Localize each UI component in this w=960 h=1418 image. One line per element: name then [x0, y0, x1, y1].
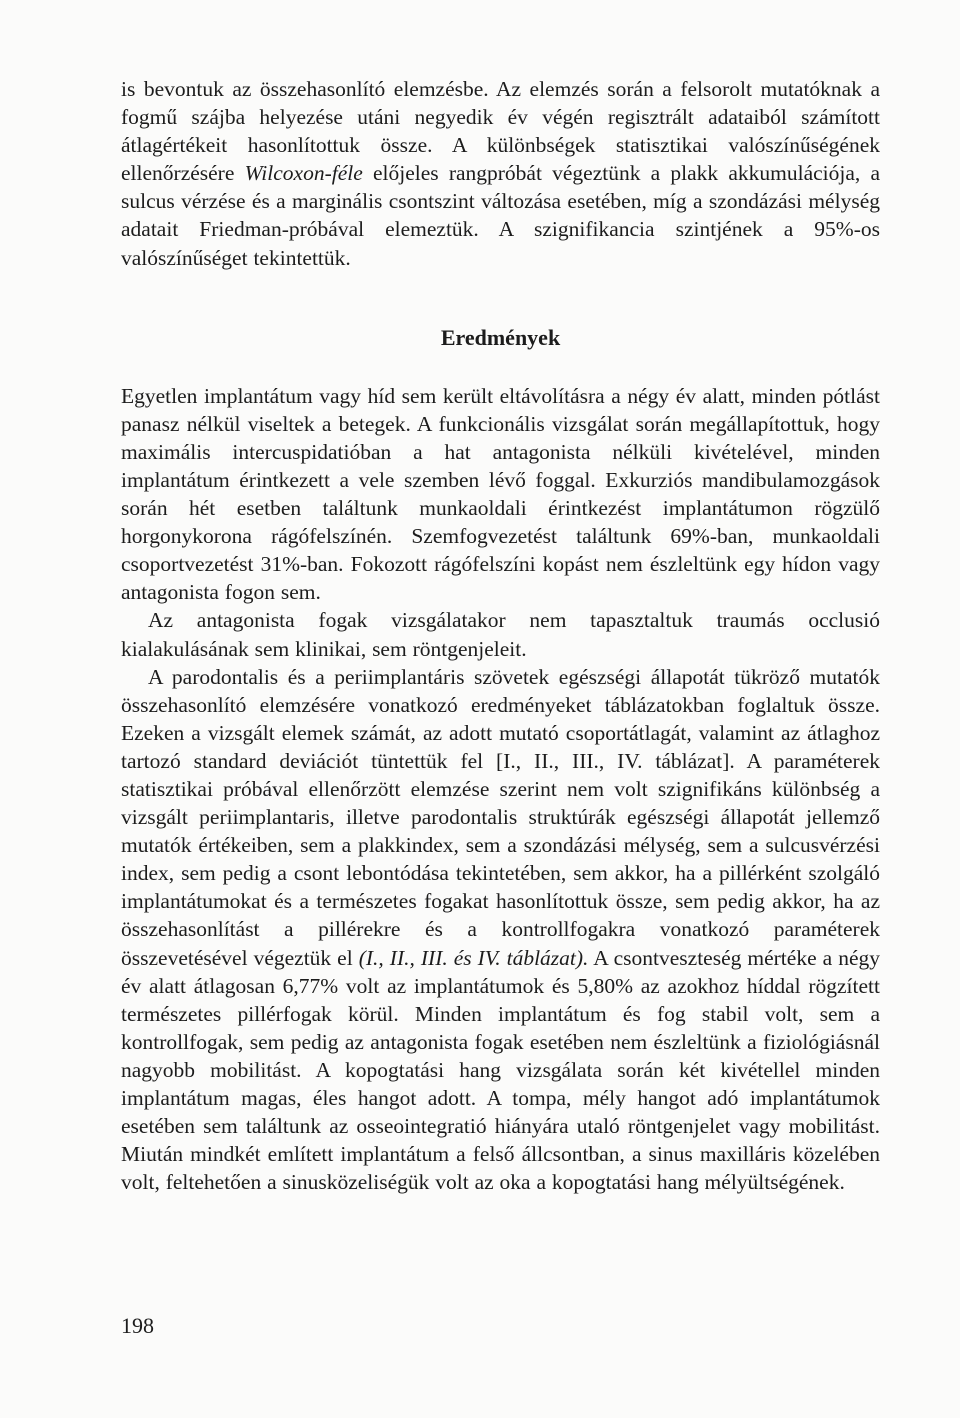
- results-paragraph-3: [121, 663, 880, 1197]
- methods-text-start: is bevontuk az összehasonlító elemzésbe. Az elemzés során a felsorolt mutatóknak a fogmű szájba helyezése utáni negyedik év végén regisztrált adataiból számított átlagértékeit hasonlítottuk össze. A különbségek statisztikai valószínűségének ellenőrzésére: [121, 77, 880, 186]
- results-paragraph-2: Az antagonista fogak vizsgálatakor nem tapasztaltuk traumás occlusió kialakulásának sem klinikai, sem röntgenjeleit.: [121, 608, 880, 661]
- methods-text-end: előjeles rangpróbát végeztünk a plakk akkumulációja, a sulcus vérzése és a marginális csontszint változása esetében, míg a szondázási mélység adatait Friedman-próbával elemeztük. A szignifikancia szintjének a 95%-os valószínűséget tekintettük.: [121, 161, 881, 270]
- methods-italic-term: Wilcoxon-féle: [244, 161, 363, 186]
- results-paragraph-1: Egyetlen implantátum vagy híd sem került eltávolításra a négy év alatt, minden pótlást panasz nélkül viseltek a betegek. A funkcionális vizsgálat során megállapítottuk, hogy maximális intercuspidatióban a hat antagonista nélküli kivételével, minden implantátum érintkezett a vele szemben lévő foggal. Exkurziós mandibulamozgások során hét esetben találtunk munkaoldali érintkezést implantátumon rögzülő horgonykorona rágófelszínén. Szemfogvezetést találtunk 69%-ban, munkaoldali csoportvezetést 31%-ban. Fokozott rágófelszíni kopást nem észleltünk egy hídon vagy antagonista fogon sem.: [121, 383, 880, 605]
- methods-paragraph: [121, 75, 880, 272]
- page-number: 198: [121, 1313, 154, 1338]
- results-3-text-end: A csontveszteség mértéke a négy év alatt átlagosan 6,77% volt az implantátumok és 5,80% az azokhoz híddal rögzített természetes pillérfogak körül. Minden implantátum és fog stabil volt, sem a kontrollfogak, sem pedig az antagonista fogak esetében nem észleltünk a fiziológiásnál nagyobb mobilitást. A kopogtatási hang vizsgálata során két kivétellel minden implantátum magas, éles hangot adott. A tompa, mély hangot adó implantátumok esetében sem találtunk az osseointegratió hiányára utaló röntgenjelet vagy mobilitást. Miután mindkét említett implantátum a felső állcsontban, a sinus maxilláris közelében volt, feltehetően a sinusközeliségük volt az oka a kopogtatási hang mélyültségének.: [121, 945, 880, 1195]
- table-reference-italic: (I., II., III. és IV. táblázat).: [358, 945, 589, 970]
- text-column: [121, 75, 880, 1196]
- results-3-text-start: A parodontalis és a periimplantáris szövetek egészségi állapotát tükröző mutatók összehasonlító elemzésére vonatkozó eredményeket táblázatokban foglaltuk össze. Ezeken a vizsgált elemek számát, az adott mutató csoportátlagát, valamint az átlaghoz tartozó standard deviációt tüntettük fel [I., II., III., IV. táblázat]. A paraméterek statisztikai próbával ellenőrzött elemzése szerint nem volt szignifikáns különbség a vizsgált periimplantaris, illetve parodontalis struktúrák egészségi állapotát jellemző mutatók értékeiben, sem a plakkindex, sem a szondázási mélység, sem a sulcusvérzési index, sem pedig a csont lebontódása tekintetében, sem akkor, ha a pillérként szolgáló implantátumokat és a természetes fogakat hasonlítottuk össze, sem pedig akkor, ha az összehasonlítást a pillérekre és a kontrollfogakra vonatkozó paraméterek összevetésével végeztük el: [121, 664, 880, 970]
- section-heading: Eredmények: [440, 324, 561, 350]
